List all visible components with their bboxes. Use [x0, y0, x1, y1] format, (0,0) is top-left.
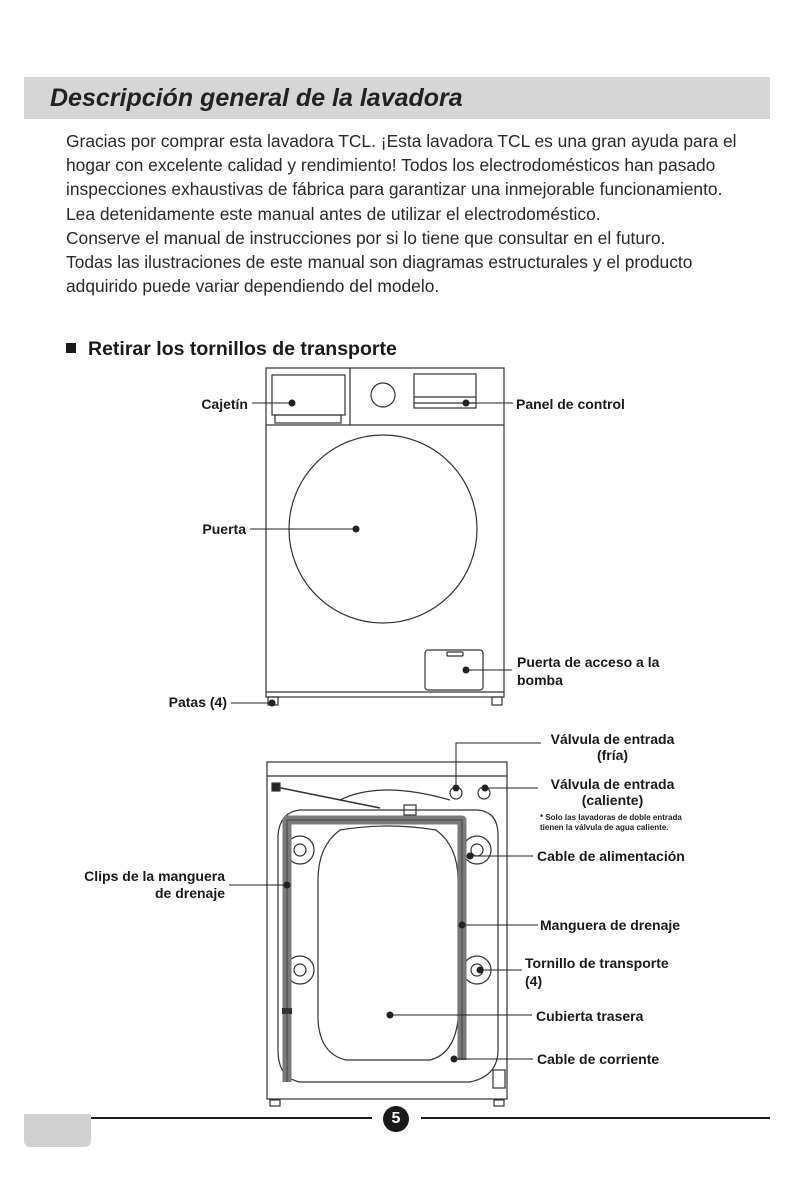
label-patas: Patas (4) [168, 694, 227, 710]
detergent-drawer [272, 375, 345, 415]
label-cable-alimentacion: Cable de alimentación [537, 848, 685, 864]
label-bomba-line2: bomba [517, 672, 563, 688]
transport-screw-tr [463, 836, 491, 864]
program-knob [371, 383, 395, 407]
label-tornillo-line1: Tornillo de transporte [525, 955, 669, 971]
footer-tab [24, 1114, 91, 1147]
drain-hose [287, 820, 462, 1082]
page-title: Descripción general de la lavadora [50, 84, 463, 112]
label-cable-corriente: Cable de corriente [537, 1051, 660, 1067]
label-valvula-caliente-line2: (caliente) [581, 792, 644, 808]
label-clips-line2: de drenaje [154, 885, 225, 901]
power-cable [276, 787, 380, 808]
label-cajetin: Cajetín [201, 396, 248, 412]
label-cubierta-trasera: Cubierta trasera [536, 1008, 644, 1024]
label-tornillo-line2: (4) [525, 973, 543, 989]
label-manguera-drenaje: Manguera de drenaje [540, 917, 681, 933]
washer-body [266, 368, 504, 697]
label-clips-line1: Clips de la manguera [84, 868, 225, 884]
label-valvula-fria-line2: (fría) [596, 747, 629, 763]
foot-right [492, 697, 502, 705]
back-body [267, 762, 507, 1099]
label-bomba-line1: Puerta de acceso a la [517, 654, 660, 670]
label-panel-de-control: Panel de control [516, 396, 625, 412]
page-number: 5 [383, 1106, 409, 1132]
drain-hose-edge [287, 820, 462, 1082]
intro-paragraph: Conserve el manual de instrucciones por si lo tiene que consultar en el futuro. [66, 227, 666, 248]
label-valvula-caliente-line1: Válvula de entrada [550, 776, 675, 792]
pipe-top [340, 790, 450, 800]
hot-valve-note: * Solo las lavadoras de doble entrada tienen la válvula de agua caliente. [540, 813, 682, 832]
intro-paragraph: Lea detenidamente este manual antes de utilizar el electrodoméstico. [66, 203, 601, 224]
section-heading-text: Retirar los tornillos de transporte [88, 338, 397, 360]
intro-paragraph: Todas las ilustraciones de este manual son diagramas estructurales y el producto adquirido puede variar dependiendo del modelo. [66, 252, 693, 297]
back-cover-inner [318, 826, 458, 1060]
leader-valv-fria [456, 743, 541, 788]
label-puerta: Puerta [202, 521, 246, 537]
intro-paragraph: Gracias por comprar esta lavadora TCL. ¡Esta lavadora TCL es una gran ayuda para el hogar con excelente calidad y rendimiento! Todos los electrodomésticos han pasado inspecciones exhaustivas de fábrica para garantizar una inmejorable funcionamiento. [66, 131, 737, 200]
washer-back-view [267, 762, 507, 1106]
label-valvula-fria-line1: Válvula de entrada [550, 731, 675, 747]
washer-front-view [266, 368, 504, 705]
